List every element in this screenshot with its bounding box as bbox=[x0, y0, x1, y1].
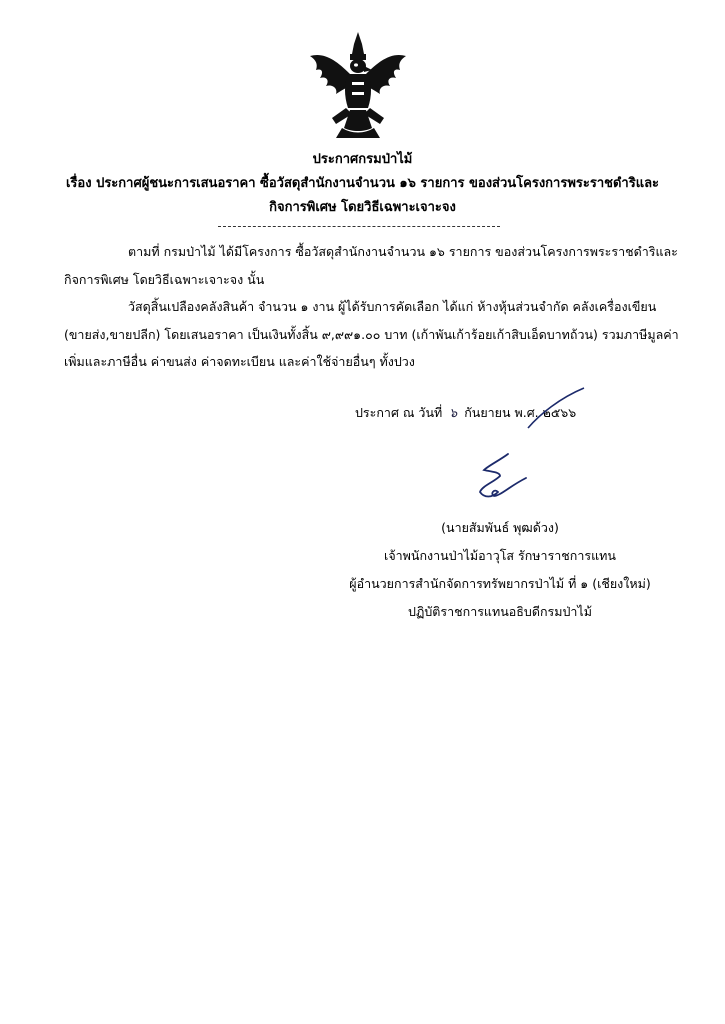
subject-line-1: เรื่อง ประกาศผู้ชนะการเสนอราคา ซื้อวัสดุสำนักงานจำนวน ๑๖ รายการ ของส่วนโครงการพระราชดำริและ bbox=[65, 176, 660, 191]
signatory-position-3: ปฏิบัติราชการแทนอธิบดีกรมป่าไม้ bbox=[408, 604, 592, 619]
date-prefix: ประกาศ ณ วันที่ bbox=[355, 405, 443, 420]
body-line-2: กิจการพิเศษ โดยวิธีเฉพาะเจาะจง นั้น bbox=[64, 272, 265, 287]
agency-title: ประกาศกรมป่าไม้ bbox=[312, 152, 413, 167]
garuda-emblem-icon bbox=[306, 30, 410, 142]
body-line-3: วัสดุสิ้นเปลืองคลังสินค้า จำนวน ๑ งาน ผู้ได้รับการคัดเลือก ได้แก่ ห้างหุ้นส่วนจำกัด คลังเครื่องเขียน bbox=[128, 299, 657, 314]
date-month-year: กันยายน พ.ศ. ๒๕๖๖ bbox=[464, 405, 577, 420]
signatory-position-2: ผู้อำนวยการสำนักจัดการทรัพยากรป่าไม้ ที่ ๑ (เชียงใหม่) bbox=[349, 576, 651, 591]
signatory-position-1: เจ้าพนักงานป่าไม้อาวุโส รักษาราชการแทน bbox=[384, 548, 616, 563]
subject-line-2: กิจการพิเศษ โดยวิธีเฉพาะเจาะจง bbox=[269, 200, 456, 215]
date-day: ๖ bbox=[449, 405, 458, 420]
body-line-1: ตามที่ กรมป่าไม้ ได้มีโครงการ ซื้อวัสดุสำนักงานจำนวน ๑๖ รายการ ของส่วนโครงการพระราชดำริและ bbox=[128, 244, 678, 259]
body-line-4: (ขายส่ง,ขายปลีก) โดยเสนอราคา เป็นเงินทั้งสิ้น ๙,๙๙๑.๐๐ บาท (เก้าพันเก้าร้อยเก้าสิบเอ็ดบาทถ้วน) รวมภาษีมูลค่า bbox=[64, 327, 679, 342]
handwritten-signature-icon bbox=[470, 452, 530, 504]
divider bbox=[218, 226, 500, 227]
pen-stroke-icon bbox=[520, 384, 590, 434]
signatory-name: (นายสัมพันธ์ พุฒด้วง) bbox=[441, 520, 559, 535]
body-line-5: เพิ่มและภาษีอื่น ค่าขนส่ง ค่าจดทะเบียน และค่าใช้จ่ายอื่นๆ ทั้งปวง bbox=[64, 354, 415, 369]
